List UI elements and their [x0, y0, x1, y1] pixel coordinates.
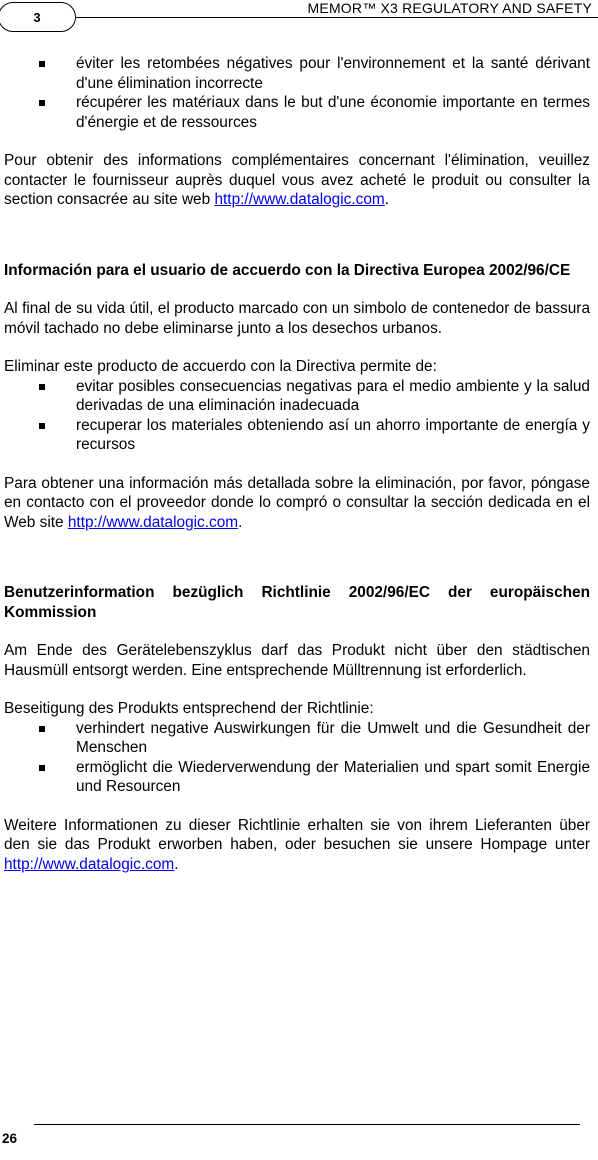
page-footer [0, 1120, 598, 1160]
list-item [4, 719, 590, 758]
french-bullet-list [4, 54, 590, 132]
square-bullet-icon [39, 765, 45, 771]
list-item-text: éviter les retombées négatives pour l'environnement et la santé dérivant d'une élimination incorrecte [76, 55, 590, 92]
spanish-bullets-intro: Eliminar este producto de accuerdo con la Directiva permite de: [4, 358, 437, 375]
chapter-badge: 3 [0, 2, 76, 32]
french-closing-paragraph: Pour obtenir des informations complémentaires concernant l'élimination, veuillez contacter le fournisseur auprès duquel vous avez acheté le produit ou consulter la section consacrée au site web http://www.datalogic.com. [4, 152, 590, 208]
page-number: 26 [2, 1131, 18, 1146]
german-closing-paragraph: Weitere Informationen zu dieser Richtlinie erhalten sie von ihrem Lieferanten über den sie das Produkt erworben haben, oder besuchen sie unsere Hompage unter http://www.datalogic.com. [4, 816, 590, 873]
square-bullet-icon [39, 423, 45, 429]
german-bullet-list [4, 719, 590, 797]
list-item-text: verhindert negative Auswirkungen für die Umwelt und die Gesundheit der Menschen [76, 719, 590, 756]
german-bullets-intro: Beseitigung des Produkts entsprechend der Richtlinie: [4, 700, 374, 717]
square-bullet-icon [39, 100, 45, 106]
spanish-intro-paragraph: Al final de su vida útil, el producto marcado con un simbolo de contenedor de bassura móvil tachado no debe eliminarse junto a los desechos urbanos. [4, 300, 590, 337]
footer-rule [34, 1124, 580, 1125]
german-heading: Benutzerinformation bezüglich Richtlinie 2002/96/EC der europäischen Kommission [4, 584, 590, 621]
datalogic-link[interactable]: http://www.datalogic.com [67, 513, 239, 531]
german-intro-paragraph: Am Ende des Gerätelebenszyklus darf das Produkt nicht über den städtischen Hausmüll entsorgt werden. Eine entsprechende Mülltrennung ist erforderlich. [4, 642, 590, 679]
spanish-heading: Información para el usuario de accuerdo con la Directiva Europea 2002/96/CE [4, 261, 571, 279]
list-item-text: recuperar los materiales obteniendo así un ahorro importante de energía y recursos [76, 416, 590, 453]
datalogic-link[interactable]: http://www.datalogic.com [214, 191, 385, 208]
list-item [4, 54, 590, 93]
list-item [4, 93, 590, 132]
paragraph-text: Weitere Informationen zu dieser Richtlinie erhalten sie von ihrem Lieferanten über den sie das Produkt erworben haben, oder besuchen sie unsere Hompage unter [4, 816, 590, 853]
square-bullet-icon [39, 61, 45, 67]
list-item-text: evitar posibles consecuencias negativas para el medio ambiente y la salud derivadas de una eliminación inadecuada [76, 377, 590, 414]
square-bullet-icon [39, 726, 45, 732]
paragraph-text: Pour obtenir des informations complémentaires concernant l'élimination, veuillez contacter le fournisseur auprès duquel vous avez acheté le produit ou consulter la section consacrée au site web [4, 152, 590, 208]
page-header [0, 0, 598, 34]
spanish-closing-paragraph: Para obtener una información más detallada sobre la eliminación, por favor, póngase en contacto con el proveedor donde lo compró o consultar la sección dedicada en el Web site http://www.datalogic.com. [4, 474, 590, 531]
square-bullet-icon [39, 384, 45, 390]
header-rule [70, 17, 598, 18]
list-item [4, 758, 590, 797]
header-title: MEMOR™ X3 REGULATORY AND SAFETY [307, 0, 592, 16]
datalogic-link[interactable]: http://www.datalogic.com [4, 855, 175, 873]
list-item [4, 377, 590, 416]
list-item-text: récupérer les matériaux dans le but d'une économie importante en termes d'énergie et de ressources [76, 94, 590, 131]
list-item-text: ermöglicht die Wiederverwendung der Materialien und spart somit Energie und Resourcen [76, 758, 590, 795]
page-content [4, 54, 590, 874]
list-item [4, 416, 590, 455]
spanish-bullet-list [4, 377, 590, 455]
paragraph-text: Para obtener una información más detallada sobre la eliminación, por favor, póngase en contacto con el proveedor donde lo compró o consultar la sección dedicada en el Web site [4, 474, 590, 531]
